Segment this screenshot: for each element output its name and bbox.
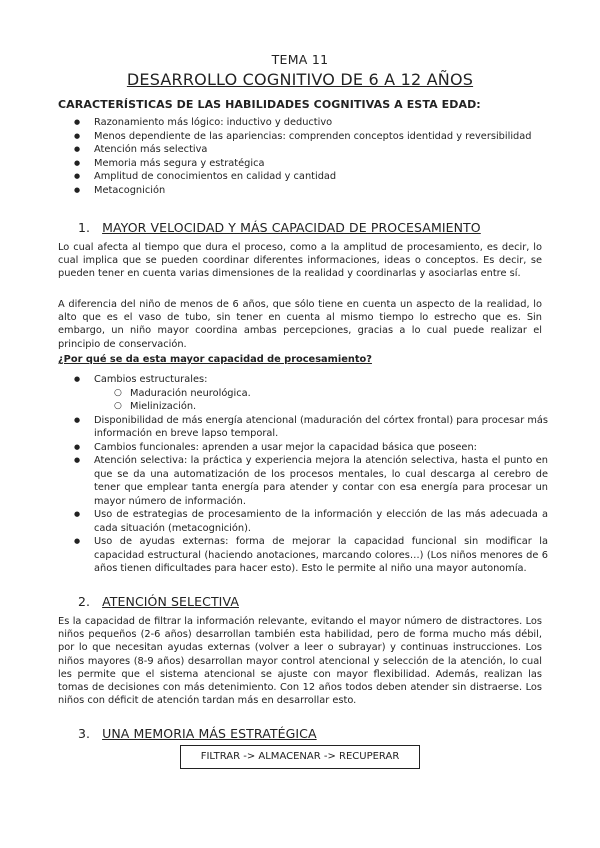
section-3-heading	[78, 726, 317, 741]
list-item: ● Cambios estructurales:	[58, 373, 548, 387]
list-item: ● Atención más selectiva	[58, 143, 548, 157]
section-2-heading	[78, 594, 239, 609]
list-item: ● Metacognición	[58, 184, 548, 198]
section-number: 2.	[78, 594, 91, 609]
page-title: DESARROLLO COGNITIVO DE 6 A 12 AÑOS	[126, 70, 474, 89]
section-title: MAYOR VELOCIDAD Y MÁS CAPACIDAD DE PROCESAMIENTO	[102, 220, 481, 235]
section-1-heading	[78, 220, 481, 235]
list-item: ● Razonamiento más lógico: inductivo y deductivo	[58, 116, 548, 130]
paragraph: A diferencia del niño de menos de 6 años, que sólo tiene en cuenta un aspecto de la realidad, lo alto que es el vaso de tubo, sin tener en cuenta al mismo tiempo lo estrecho que es. Sin embargo, un niño mayor coordina ambas percepciones, gracias a lo cual puede realizar el principio de conservación.	[58, 299, 542, 350]
list-item: ● Memoria más segura y estratégica	[58, 157, 548, 171]
intro-list	[58, 116, 548, 197]
sub-list-item: ○ Mielinización.	[58, 400, 548, 414]
paragraph: Lo cual afecta al tiempo que dura el proceso, como a la amplitud de procesamiento, es decir, lo cual implica que se pueden coordinar diferentes informaciones, ideas o conceptos. Es decir, se pueden tener en cuenta varias dimensiones de la realidad y coordinarlas y asociarlas entre sí.	[58, 242, 542, 280]
memory-flow-box: FILTRAR -> ALMACENAR -> RECUPERAR	[180, 745, 420, 769]
sub-list-item: ○ Maduración neurológica.	[58, 387, 548, 401]
reasons-list	[58, 373, 548, 576]
section-subtitle: CARACTERÍSTICAS DE LAS HABILIDADES COGNITIVAS A ESTA EDAD:	[58, 98, 481, 111]
topic-number: TEMA 11	[271, 52, 329, 67]
paragraph: Es la capacidad de filtrar la información relevante, evitando el mayor número de distractores. Los niños pequeños (2-6 años) desarrollan también esta habilidad, pero de forma mucho más débil, por lo que necesitan ayudas externas (volver a leer o subrayar) y continuas instrucciones. Los niños mayores (8-9 años) desarrollan mayor control atencional y selección de la atención, lo cual les permite que el sistema atencional se ajuste con mayor flexibilidad. Además, realizan las tomas de decisiones con más detenimiento. Con 12 años todos deben atender sin distraerse. Los niños con déficit de atención tardan más en desarrollar esto.	[58, 616, 542, 707]
list-item: ● Uso de estrategias de procesamiento de la información y elección de las más adecuada a cada situación (metacognición).	[58, 508, 548, 535]
section-title: UNA MEMORIA MÁS ESTRATÉGICA	[102, 726, 317, 741]
section-title: ATENCIÓN SELECTIVA	[102, 594, 239, 609]
list-item: ● Amplitud de conocimientos en calidad y cantidad	[58, 170, 548, 184]
section-number: 3.	[78, 726, 91, 741]
list-item: ● Atención selectiva: la práctica y experiencia mejora la atención selectiva, hasta el punto en que se da una automatización de los procesos mentales, lo cual descarga al cerebro de tener que emplear tanta energía para atender y contar con esa energía para procesar un mayor número de información.	[58, 454, 548, 508]
list-item: ● Cambios funcionales: aprenden a usar mejor la capacidad básica que poseen:	[58, 441, 548, 455]
list-item: ● Disponibilidad de más energía atencional (maduración del córtex frontal) para procesar más información en breve lapso temporal.	[58, 414, 548, 441]
question-heading: ¿Por qué se da esta mayor capacidad de procesamiento?	[58, 354, 372, 365]
list-item: ● Uso de ayudas externas: forma de mejorar la capacidad funcional sin modificar la capacidad estructural (haciendo anotaciones, marcando colores…) (Los niños menores de 6 años tienen dificultades para hacer esto). Esto le permite al niño una mayor autonomía.	[58, 535, 548, 576]
list-item: ● Menos dependiente de las apariencias: comprenden conceptos identidad y reversibilidad	[58, 130, 548, 144]
section-number: 1.	[78, 220, 91, 235]
